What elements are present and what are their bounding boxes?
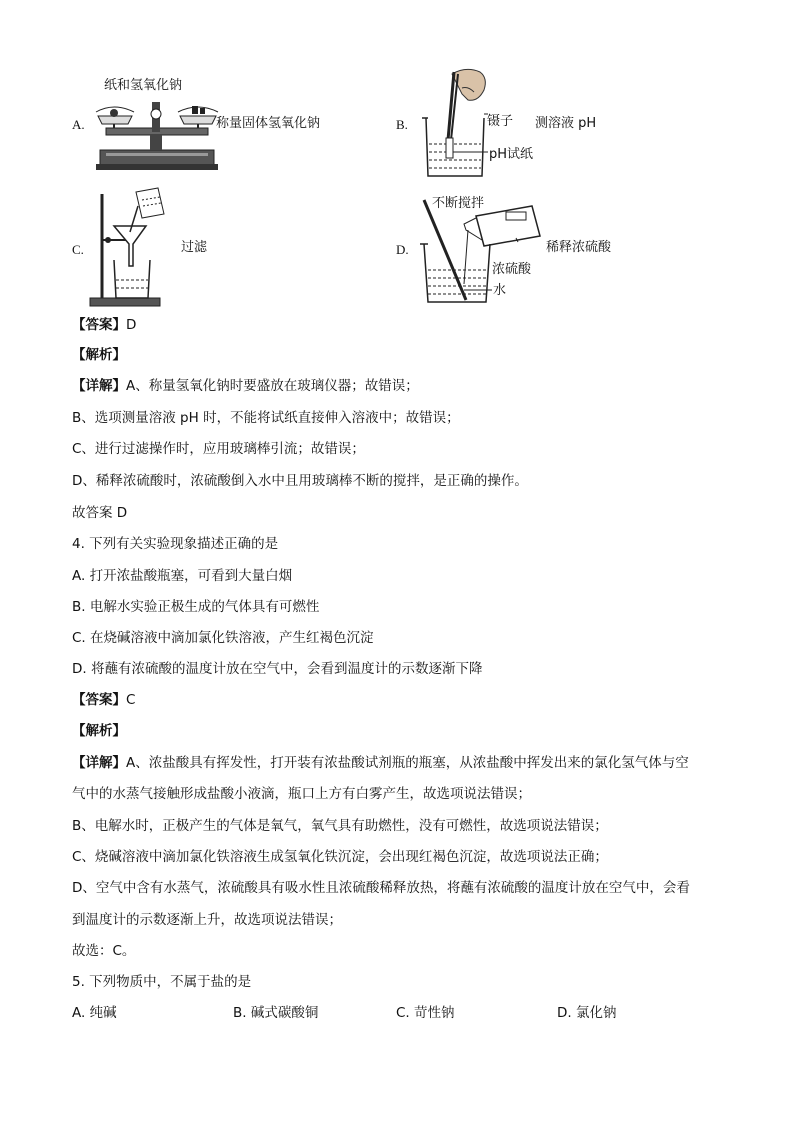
q4-option-b: B. 电解水实验正极生成的气体具有可燃性	[72, 599, 320, 615]
balance-figure	[92, 94, 222, 174]
q3-detail-a: 【详解】A、称量氢氧化钠时要盛放在玻璃仪器；故错误；	[72, 378, 419, 394]
q3-detail-d: D、稀释浓硫酸时，浓硫酸倒入水中且用玻璃棒不断的搅拌，是正确的操作。	[72, 473, 528, 489]
answer-tag: 【答案】	[72, 317, 126, 333]
q4-option-a: A. 打开浓盐酸瓶塞，可看到大量白烟	[72, 568, 293, 584]
q3-detail-c: C、进行过滤操作时，应用玻璃棒引流；故错误；	[72, 441, 365, 457]
q4-detail-d2: 到温度计的示数逐渐上升，故选项说法错误；	[72, 912, 342, 928]
q5-option-c: C. 苛性钠	[396, 1005, 455, 1021]
q5-option-a: A. 纯碱	[72, 1005, 117, 1021]
figure-c-label: 过滤	[181, 240, 208, 255]
q4-option-c: C. 在烧碱溶液中滴加氯化铁溶液，产生红褐色沉淀	[72, 630, 374, 646]
figure-d-title-label: 稀释浓硫酸	[546, 240, 612, 255]
q4-stem: 4. 下列有关实验现象描述正确的是	[72, 536, 279, 552]
q3-detail-b: B、选项测量溶液 pH 时，不能将试纸直接伸入溶液中；故错误；	[72, 410, 460, 426]
ph-test-figure	[418, 64, 498, 184]
figure-a-top-label: 纸和氢氧化钠	[104, 78, 183, 93]
q5-option-b: B. 碱式碳酸铜	[233, 1005, 319, 1021]
q4-detail-a2: 气中的水蒸气接触形成盐酸小液滴，瓶口上方有白雾产生，故选项说法错误；	[72, 786, 531, 802]
q4-analysis-tag: 【解析】	[72, 723, 126, 739]
option-b-letter: B.	[396, 117, 408, 132]
q3-analysis-tag: 【解析】	[72, 347, 126, 363]
q4-detail-a1: 【详解】A、浓盐酸具有挥发性，打开装有浓盐酸试剂瓶的瓶塞，从浓盐酸中挥发出来的氯化氢气体与空	[72, 755, 689, 771]
figure-d-acid-label: 浓硫酸	[492, 262, 532, 277]
filtration-figure	[88, 186, 180, 310]
q3-answer	[72, 316, 136, 334]
q4-option-d: D. 将蘸有浓硫酸的温度计放在空气中，会看到温度计的示数逐渐下降	[72, 661, 483, 677]
detail-tag: 【详解】	[72, 378, 126, 394]
figure-b-tweezers-label: 镊子	[487, 114, 514, 129]
figure-d-water-label: 水	[493, 283, 507, 298]
figure-b-title-label: 测溶液 pH	[535, 116, 597, 131]
dilution-figure	[420, 196, 550, 308]
q3-conclusion: 故答案 D	[72, 505, 128, 521]
q4-conclusion: 故选：C。	[72, 943, 136, 959]
figure-a-side-label: 称量固体氢氧化钠	[216, 116, 321, 131]
figure-b-paper-label: pH试纸	[489, 147, 534, 162]
q4-detail-c: C、烧碱溶液中滴加氯化铁溶液生成氢氧化铁沉淀，会出现红褐色沉淀，故选项说法正确；	[72, 849, 608, 865]
option-c-letter: C.	[72, 242, 84, 257]
q3-answer-value: D	[126, 317, 137, 333]
q4-answer: 【答案】C	[72, 692, 136, 708]
option-a-letter: A.	[72, 117, 85, 132]
q5-stem: 5. 下列物质中，不属于盐的是	[72, 974, 252, 990]
figure-d-stir-label: 不断搅拌	[432, 196, 485, 211]
q4-detail-d1: D、空气中含有水蒸气，浓硫酸具有吸水性且浓硫酸稀释放热，将蘸有浓硫酸的温度计放在空气中，会看	[72, 880, 690, 896]
q4-detail-b: B、电解水时，正极产生的气体是氧气，氧气具有助燃性，没有可燃性，故选项说法错误；	[72, 818, 608, 834]
option-d-letter: D.	[396, 242, 409, 257]
q5-option-d: D. 氯化钠	[557, 1005, 617, 1021]
